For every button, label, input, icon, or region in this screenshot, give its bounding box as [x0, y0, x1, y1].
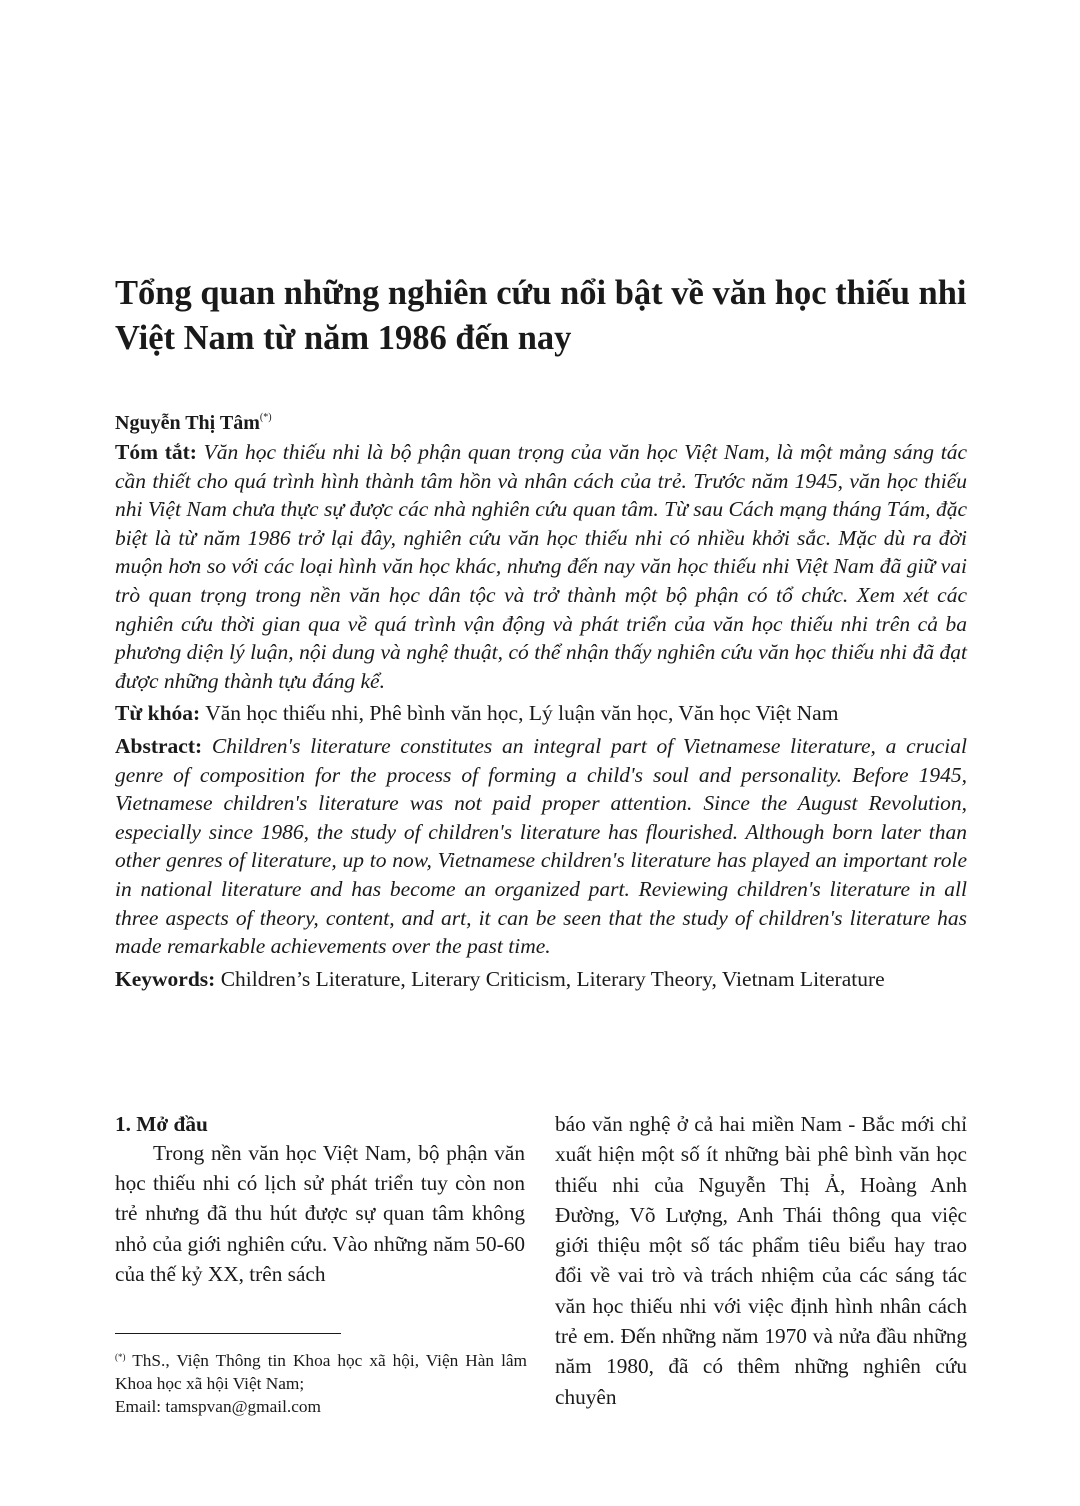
body-paragraph-left: Trong nền văn học Việt Nam, bộ phận văn học thiếu nhi có lịch sử phát triển tuy còn non trẻ nhưng đã thu hút được sự quan tâm không nhỏ của giới nghiên cứu. Vào những năm 50-60 của thế kỷ XX, trên sách	[115, 1141, 525, 1286]
keywords-vi-label: Từ khóa:	[115, 701, 201, 726]
author-footnote-mark: (*)	[259, 412, 272, 423]
summary-vi	[115, 438, 967, 695]
footnote-divider	[115, 1333, 341, 1334]
author-name: Nguyễn Thị Tâm	[115, 412, 260, 434]
footnote-text: ThS., Viện Thông tin Khoa học xã hội, Viện Hàn lâm Khoa học xã hội Việt Nam;	[115, 1351, 527, 1393]
abstract-en-label: Abstract:	[115, 733, 203, 758]
keywords-en	[115, 965, 967, 994]
keywords-en-label: Keywords:	[115, 966, 216, 991]
abstract-en-text: Children's literature constitutes an integral part of Vietnamese literature, a crucial genre of composition for the process of forming a child's soul and personality. Before 1945, Vietnamese children's literature was not paid proper attention. Since the August Revolution, especially since 1986, the study of children's literature has flourished. Although born later than other genres of literature, up to now, Vietnamese children's literature has played an important role in national literature and has become an organized part. Reviewing children's literature in all three aspects of theory, content, and art, it can be seen that the study of children's literature has made remarkable achievements over the past time.	[115, 733, 967, 959]
keywords-vi-text: Văn học thiếu nhi, Phê bình văn học, Lý luận văn học, Văn học Việt Nam	[205, 701, 839, 726]
body-column-left	[115, 1110, 525, 1289]
section-heading: 1. Mở đầu	[115, 1112, 208, 1136]
keywords-vi	[115, 699, 967, 728]
abstract-en	[115, 732, 967, 961]
body-column-right	[555, 1109, 967, 1412]
summary-vi-text: Văn học thiếu nhi là bộ phận quan trọng của văn học Việt Nam, là một mảng sáng tác cần thiết cho quá trình hình thành tâm hồn và nhân cách của trẻ. Trước năm 1945, văn học thiếu nhi Việt Nam chưa thực sự được các nhà nghiên cứu quan tâm. Từ sau Cách mạng tháng Tám, đặc biệt là từ năm 1986 trở lại đây, nghiên cứu văn học thiếu nhi có nhiều khởi sắc. Mặc dù ra đời muộn hơn so với các loại hình văn học khác, nhưng đến nay văn học thiếu nhi Việt Nam đã giữ vai trò quan trọng trong nền văn học dân tộc và trở thành một bộ phận có tổ chức. Xem xét các nghiên cứu thời gian qua về quá trình vận động và phát triển của văn học thiếu nhi trên cả ba phương diện lý luận, nội dung và nghệ thuật, có thể nhận thấy nghiên cứu văn học thiếu nhi đã đạt được những thành tựu đáng kể.	[115, 440, 968, 693]
author-line	[115, 405, 272, 436]
footnote-email: Email: tamspvan@gmail.com	[115, 1397, 321, 1416]
footnote-mark: (*)	[115, 1352, 126, 1362]
footnote	[115, 1346, 527, 1418]
front-matter	[115, 438, 967, 997]
keywords-en-text: Children’s Literature, Literary Criticism, Literary Theory, Vietnam Literature	[220, 966, 885, 991]
summary-vi-label: Tóm tắt:	[115, 440, 197, 464]
article-title: Tổng quan những nghiên cứu nổi bật về văn học thiếu nhi Việt Nam từ năm 1986 đến nay	[115, 274, 967, 358]
body-paragraph-right: báo văn nghệ ở cả hai miền Nam - Bắc mới chỉ xuất hiện một số ít những bài phê bình văn học thiếu nhi của Nguyễn Thị Ả, Hoàng Anh Đường, Võ Lượng, Anh Thái thông qua việc giới thiệu một số tác phẩm tiêu biểu hay trao đổi về vai trò và trách nhiệm của các sáng tác văn học thiếu nhi với việc định hình nhân cách trẻ em. Đến những năm 1970 và nửa đầu những năm 1980, đã có thêm những nghiên cứu chuyên	[555, 1112, 967, 1409]
